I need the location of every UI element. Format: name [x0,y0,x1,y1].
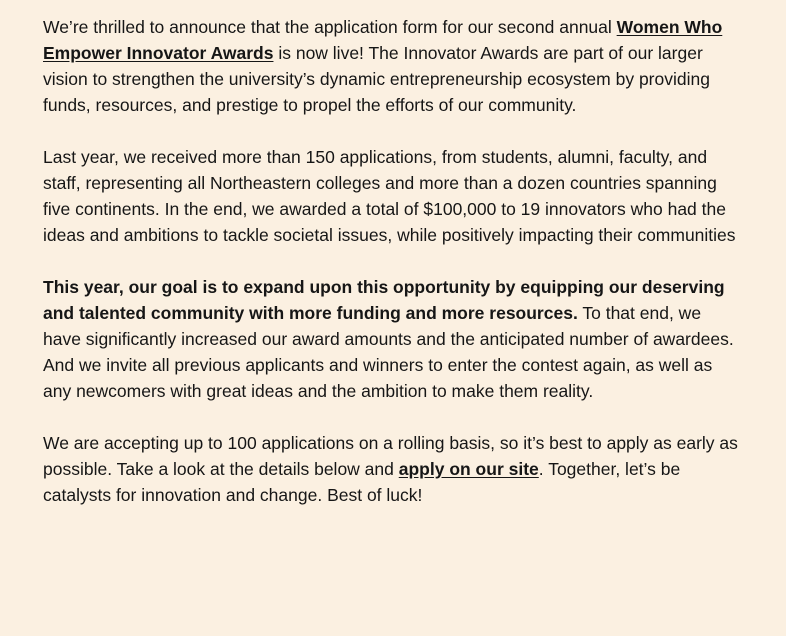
awards-name-link[interactable]: Women Who Empower Innovator Awards [43,17,723,63]
text-segment: We’re thrilled to announce that the application form for our second annual [43,17,617,37]
text-segment: is now live! The Innovator Awards are part of our larger vision to strengthen the university’s dynamic entrepreneurship ecosystem by providing funds, resources, and prestige to propel the efforts of our community. [43,43,710,115]
paragraph-announcement [43,14,741,118]
paragraph-this-year [43,274,741,404]
text-segment: Last year, we received more than 150 applications, from students, alumni, faculty, and staff, representing all Northeastern colleges and more than a dozen countries spanning five continents. In the end, we awarded a total of $100,000 to 19 innovators who had the ideas and ambitions to tackle societal issues, while positively impacting their communities [43,147,736,245]
text-segment: To that end, we have significantly increased our award amounts and the anticipated number of awardees. And we invite all previous applicants and winners to enter the contest again, as well as any newcomers with great ideas and the ambition to make them reality. [43,303,734,401]
paragraph-apply [43,430,741,508]
bold-emphasis-text: This year, our goal is to expand upon this opportunity by equipping our deserving and talented community with more funding and more resources. [43,277,725,323]
text-segment: We are accepting up to 100 applications on a rolling basis, so it’s best to apply as early as possible. Take a look at the details below and [43,433,738,479]
text-segment: . Together, let’s be catalysts for innovation and change. Best of luck! [43,459,681,505]
paragraph-last-year [43,144,741,248]
apply-on-our-site-link[interactable]: apply on our site [398,459,539,479]
